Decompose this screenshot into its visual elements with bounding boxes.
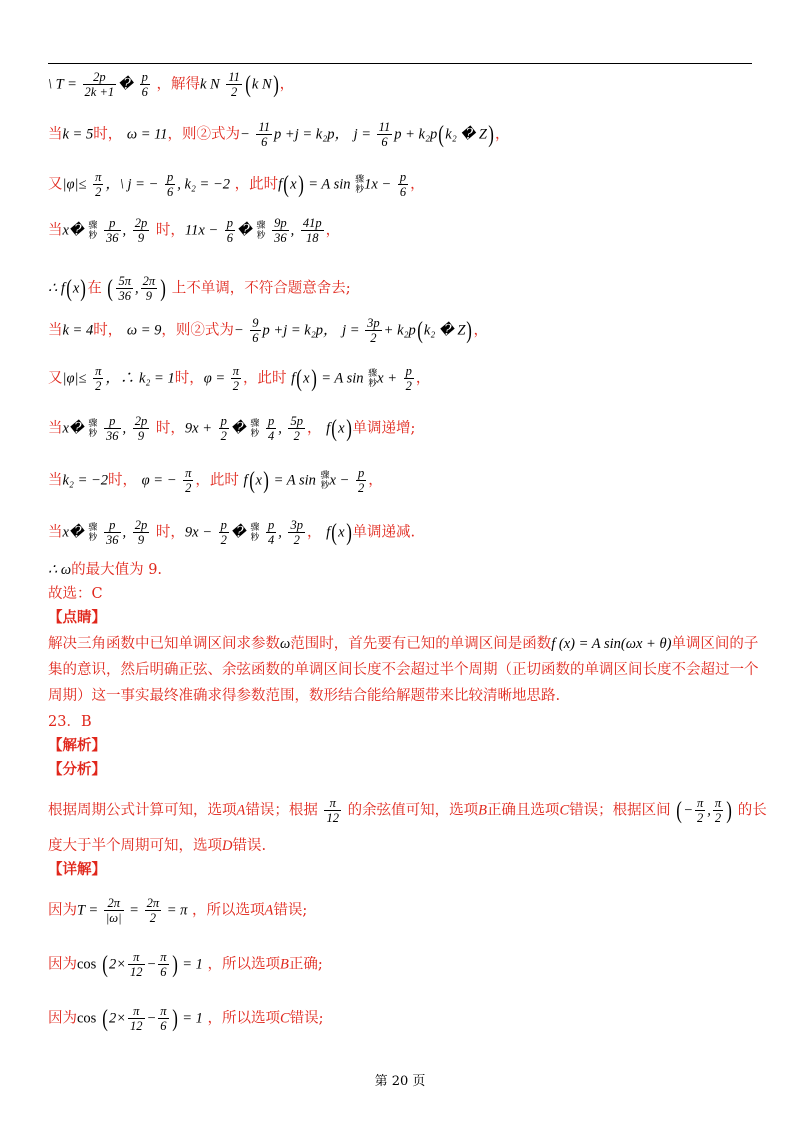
note-line-1: 解决三角函数中已知单调区间求参数ω范围时，首先要有已知的单调区间是函数f (x) = A sin(ωx + θ)单调区间的子 bbox=[48, 636, 759, 652]
section-heading-jiexi: 【解析】 bbox=[48, 737, 106, 754]
question-23-answer: 23．B bbox=[48, 714, 92, 730]
detail-line-2: 因为cos (2× $\frac{\pi}{12}$ − $\frac{\pi}{6}$ ) = 1 ，所以选项B正确; bbox=[48, 950, 323, 979]
analysis-line-2: 度大于半个周期可知，选项D错误. bbox=[48, 838, 267, 854]
equation-line-3: 又|φ|≤ $\frac{\pi}{2}$ ，\ j = − $\frac{p}{6}$ , k₂ = −2 ，此时f(x) = A sin 骤 粆1x − $\frac{p}{6}$ ， bbox=[48, 170, 425, 199]
equation-line-8: 当x� 骤 粆 $\frac{p}{36}$ , $\frac{2p}{9}$ 时，9x + $\frac{p}{2}$ � 骤 粆 $\frac{p}{4}$ , $\frac{5p}{2}$ ， f(x)单调递增; bbox=[48, 414, 416, 443]
section-heading-fenxi: 【分析】 bbox=[48, 761, 106, 778]
equation-line-6: 当k = 4时， ω = 9，则②式为− $\frac{9}{6}$ p +j = k₂p， j = $\frac{3p}{2}$ + k₂p(k₂ � Z)， bbox=[48, 316, 488, 345]
equation-line-2: 当k = 5时， ω = 11，则②式为− $\frac{11}{6}$ p +j = k₂p， j = $\frac{11}{6}$ p + k₂p(k₂ � Z)， bbox=[48, 120, 510, 149]
equation-line-5: ∴ f(x)在 ( $\frac{5\pi}{36}$ , $\frac{2\pi}{9}$ ) 上不单调，不符合题意舍去; bbox=[48, 274, 351, 303]
analysis-line-1: 根据周期公式计算可知，选项A错误；根据 $\frac{\pi}{12}$ 的余弦值可知，选项B正确且选项C错误；根据区间 (− $\frac{\pi}{2}$ , $\frac{\pi}{2}$ ) 的长 bbox=[48, 796, 767, 825]
page-number: 第 20 页 bbox=[374, 1074, 426, 1089]
section-heading-xiangjie: 【详解】 bbox=[48, 861, 106, 878]
note-line-3: 周期）这一事实最终准确求得参数范围，数形结合能给解题带来比较清晰地思路. bbox=[48, 688, 561, 704]
note-line-2: 集的意识，然后明确正弦、余弦函数的单调区间长度不会超过半个周期（正切函数的单调区间长度不会超过一个 bbox=[48, 662, 759, 678]
answer-choice: 故选：C bbox=[48, 586, 103, 602]
equation-line-7: 又|φ|≤ $\frac{\pi}{2}$ ，∴ k₂ = 1时，φ = $\frac{\pi}{2}$ ，此时 f(x) = A sin 骤 粆x + $\frac{p}{2}$ ， bbox=[48, 364, 431, 393]
equation-line-10: 当x� 骤 粆 $\frac{p}{36}$ , $\frac{2p}{9}$ 时，9x − $\frac{p}{2}$ � 骤 粆 $\frac{p}{4}$ , $\frac{3p}{2}$ ， f(x)单调递减. bbox=[48, 518, 416, 547]
max-value-line: ∴ ω的最大值为 9. bbox=[48, 562, 163, 578]
section-heading-dianjing: 【点睛】 bbox=[48, 609, 106, 626]
header-rule bbox=[48, 63, 752, 64]
equation-line-4: 当x� 骤 粆 $\frac{p}{36}$ , $\frac{2p}{9}$ 时，11x − $\frac{p}{6}$ � 骤 粆 $\frac{9p}{36}$ , $\frac{41p}{18}$ ， bbox=[48, 216, 341, 245]
detail-line-1: 因为T = $\frac{2\pi}{|\omega|}$ = $\frac{2\pi}{2}$ = π ，所以选项A错误; bbox=[48, 896, 308, 925]
equation-line-9: 当k₂ = −2时， φ = − $\frac{\pi}{2}$ ，此时 f(x) = A sin 骤 粆x − $\frac{p}{2}$ ， bbox=[48, 466, 383, 495]
detail-line-3: 因为cos (2× $\frac{\pi}{12}$ − $\frac{\pi}{6}$ ) = 1 ，所以选项C错误; bbox=[48, 1004, 324, 1033]
equation-line-1: \ T = $\frac{2p}{2k +1}$ � $\frac{p}{6}$ ，解得k N $\frac{11}{2}$ (k N)， bbox=[48, 70, 295, 99]
